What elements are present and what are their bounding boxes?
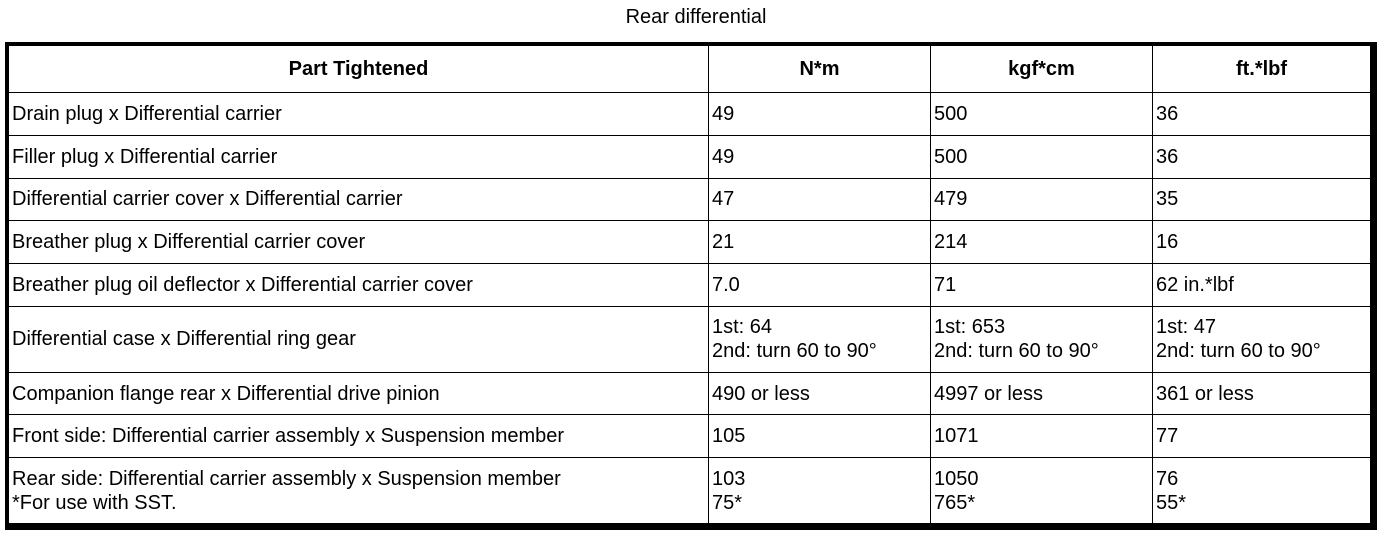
torque-table <box>8 45 1371 524</box>
cell-part <box>9 458 709 524</box>
table-row <box>9 306 1371 372</box>
cell-ft: 62 in.*lbf <box>1153 264 1371 307</box>
cell-kgf: 4997 or less <box>931 372 1153 415</box>
header-ft-lbf: ft.*lbf <box>1153 46 1371 93</box>
header-part-tightened: Part Tightened <box>9 46 709 93</box>
cell-nm: 490 or less <box>709 372 931 415</box>
cell-line: 55* <box>1156 491 1187 514</box>
cell-nm: 47 <box>709 178 931 221</box>
table-header-row <box>9 46 1371 93</box>
table-row <box>9 415 1371 458</box>
cell-note: *For use with SST. <box>12 491 177 514</box>
cell-nm: 49 <box>709 135 931 178</box>
cell-ft: 35 <box>1153 178 1371 221</box>
cell-ft <box>1153 306 1371 372</box>
cell-nm: 7.0 <box>709 264 931 307</box>
cell-kgf: 500 <box>931 93 1153 136</box>
cell-kgf <box>931 306 1153 372</box>
cell-nm: 49 <box>709 93 931 136</box>
cell-line: 2nd: turn 60 to 90° <box>712 340 877 363</box>
cell-line: 1050 <box>934 467 979 490</box>
cell-nm: 21 <box>709 221 931 264</box>
cell-line: 1st: 64 <box>712 316 773 339</box>
cell-line: 1st: 653 <box>934 316 1006 339</box>
cell-part: Front side: Differential carrier assembly x Suspension member <box>9 415 709 458</box>
cell-part: Breather plug oil deflector x Differential carrier cover <box>9 264 709 307</box>
cell-line: Rear side: Differential carrier assembly x Suspension member <box>12 467 561 490</box>
header-nm: N*m <box>709 46 931 93</box>
cell-part: Filler plug x Differential carrier <box>9 135 709 178</box>
cell-ft: 77 <box>1153 415 1371 458</box>
cell-kgf: 71 <box>931 264 1153 307</box>
cell-ft: 36 <box>1153 135 1371 178</box>
page-title: Rear differential <box>625 6 767 28</box>
header-kgf-cm: kgf*cm <box>931 46 1153 93</box>
cell-kgf: 1071 <box>931 415 1153 458</box>
cell-ft: 361 or less <box>1153 372 1371 415</box>
cell-part: Differential carrier cover x Differential carrier <box>9 178 709 221</box>
table-row <box>9 178 1371 221</box>
cell-kgf: 214 <box>931 221 1153 264</box>
table-row <box>9 221 1371 264</box>
cell-line: 2nd: turn 60 to 90° <box>934 340 1099 363</box>
cell-ft: 36 <box>1153 93 1371 136</box>
table-row <box>9 93 1371 136</box>
cell-line: 75* <box>712 491 743 514</box>
table-row <box>9 458 1371 524</box>
cell-line: 1st: 47 <box>1156 316 1217 339</box>
cell-nm <box>709 306 931 372</box>
cell-part: Breather plug x Differential carrier cover <box>9 221 709 264</box>
cell-kgf <box>931 458 1153 524</box>
table-row <box>9 135 1371 178</box>
table-row <box>9 264 1371 307</box>
cell-nm <box>709 458 931 524</box>
torque-spec-table <box>5 42 1377 530</box>
cell-nm: 105 <box>709 415 931 458</box>
cell-part: Drain plug x Differential carrier <box>9 93 709 136</box>
cell-kgf: 479 <box>931 178 1153 221</box>
cell-ft <box>1153 458 1371 524</box>
cell-part: Differential case x Differential ring gear <box>9 306 709 372</box>
cell-ft: 16 <box>1153 221 1371 264</box>
cell-line: 2nd: turn 60 to 90° <box>1156 340 1321 363</box>
cell-line: 76 <box>1156 467 1179 490</box>
cell-line: 765* <box>934 491 976 514</box>
cell-line: 103 <box>712 467 746 490</box>
cell-part: Companion flange rear x Differential drive pinion <box>9 372 709 415</box>
table-row <box>9 372 1371 415</box>
cell-kgf: 500 <box>931 135 1153 178</box>
